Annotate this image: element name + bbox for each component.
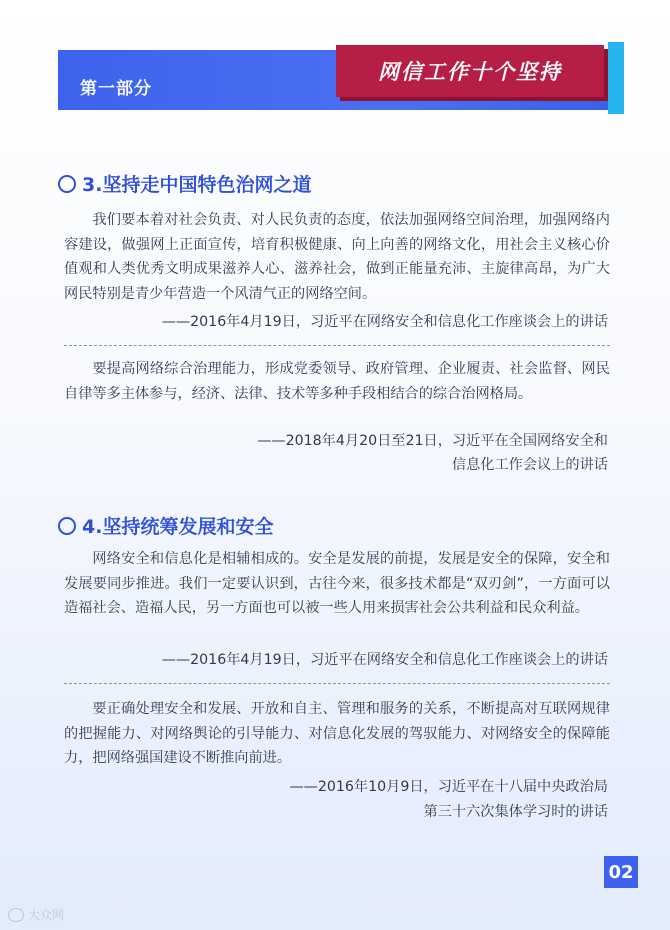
quote-paragraph: 我们要本着对社会负责、对人民负责的态度，依法加强网络空间治理，加强网络内容建设，做强网上正面宣传，培育积极健康、向上向善的网络文化，用社会主义核心价值观和人类优秀文明成果滋养人心、滋养社会，做到正能量充沛、主旋律高昂，为广大网民特别是青少年营造一个风清气正的网络空间。: [64, 212, 610, 302]
quote-paragraph: 要提高网络综合治理能力，形成党委领导、政府管理、企业履责、社会监督、网民自律等多主体参与，经济、法律、技术等多种手段相结合的综合治网格局。: [64, 361, 610, 402]
quote-source: ——2018年4月20日至21日，习近平在全国网络安全和: [257, 433, 608, 449]
header-accent-bar: [608, 42, 624, 114]
watermark-logo-icon: [8, 908, 24, 922]
circle-bullet-icon: [58, 517, 76, 535]
part-label: 第一部分: [80, 79, 152, 99]
quote-source: ——2016年10月9日，习近平在十八届中央政治局: [289, 779, 608, 795]
circle-bullet-icon: [58, 175, 76, 193]
header-title: 网信工作十个坚持: [378, 60, 562, 84]
quote-source-line2: 第三十六次集体学习时的讲话: [423, 804, 608, 820]
watermark-text: 大众网: [28, 908, 65, 922]
section-title-4: [58, 512, 273, 539]
quote-paragraph: 要正确处理安全和发展、开放和自主、管理和服务的关系，不断提高对互联网规律的把握能力、对网络舆论的引导能力、对信息化发展的驾驭能力、对网络安全的保障能力，把网络强国建设不断推向前进。: [64, 701, 610, 766]
quote-paragraph: 网络安全和信息化是相辅相成的。安全是发展的前提，发展是安全的保障，安全和发展要同步推进。我们一定要认识到，古往今来，很多技术都是“双刃剑”，一方面可以造福社会、造福人民，另一方面也可以被一些人用来损害社会公共利益和民众利益。: [64, 551, 610, 616]
quote-source-line2: 信息化工作会议上的讲话: [451, 457, 608, 473]
section-title-3: [58, 170, 311, 197]
page-number: 02: [604, 856, 638, 888]
dashed-divider: [64, 345, 610, 346]
section-title-text: 4.坚持统筹发展和安全: [82, 516, 274, 538]
section-title-text: 3.坚持走中国特色治网之道: [82, 174, 312, 196]
header-title-box: [336, 45, 604, 97]
quote-source: ——2016年4月19日，习近平在网络安全和信息化工作座谈会上的讲话: [161, 652, 608, 668]
quote-source: ——2016年4月19日，习近平在网络安全和信息化工作座谈会上的讲话: [161, 314, 608, 330]
dashed-divider: [64, 683, 610, 684]
watermark: [8, 906, 64, 923]
